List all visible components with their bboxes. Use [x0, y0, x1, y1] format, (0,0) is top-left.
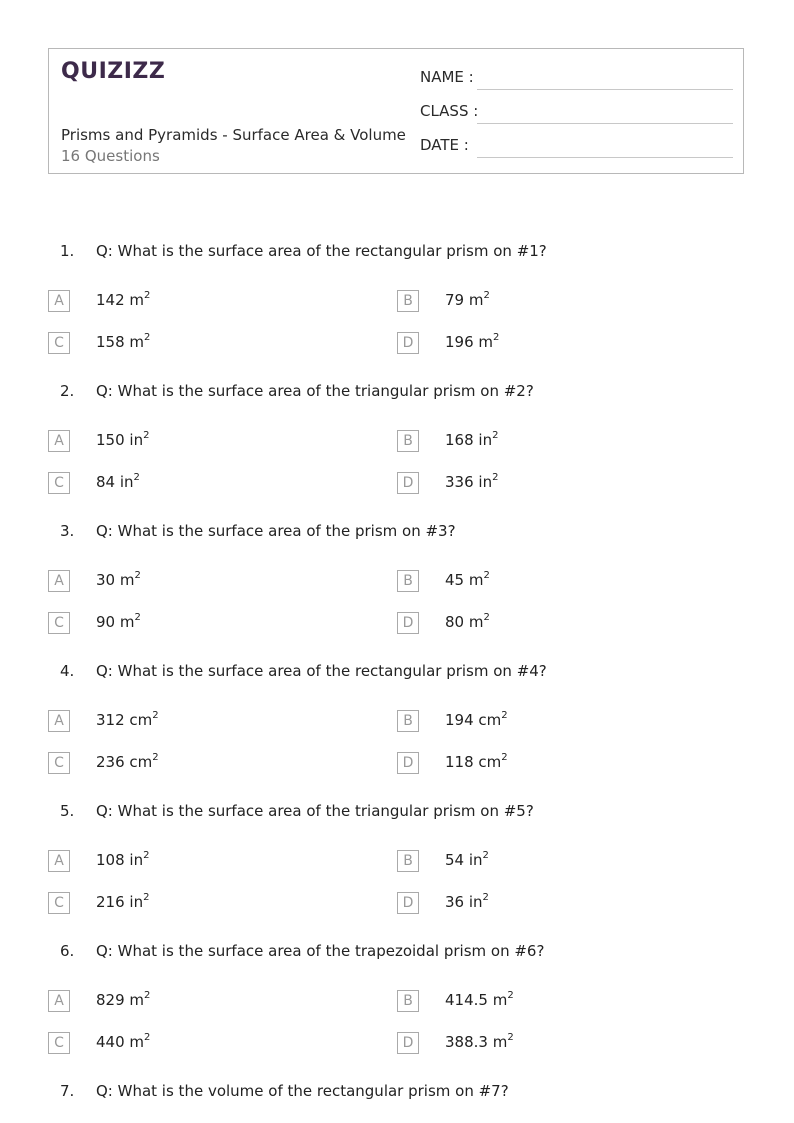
question-number: 6.	[60, 942, 75, 960]
question-text: Q: What is the surface area of the triangular prism on #2?	[96, 382, 534, 400]
quizizz-logo: QUIZIZZ	[61, 59, 166, 84]
class-label: CLASS :	[420, 102, 479, 120]
question-count: 16 Questions	[61, 147, 160, 165]
option-a-text: 108 $in^2$	[96, 850, 150, 869]
option-d-text: 36 $in^2$	[445, 892, 489, 911]
option-b-text: 194 $cm^2$	[445, 710, 508, 729]
option-a-box[interactable]: A	[48, 710, 70, 732]
option-c-box[interactable]: C	[48, 612, 70, 634]
option-c-box[interactable]: C	[48, 332, 70, 354]
option-b-box[interactable]: B	[397, 850, 419, 872]
option-b-box[interactable]: B	[397, 990, 419, 1012]
worksheet-title: Prisms and Pyramids - Surface Area & Volume	[61, 126, 406, 144]
option-b-box[interactable]: B	[397, 290, 419, 312]
option-c-text: 216 $in^2$	[96, 892, 150, 911]
option-b-text: 414.5 $m^2$	[445, 990, 514, 1009]
option-d-box[interactable]: D	[397, 472, 419, 494]
option-a-box[interactable]: A	[48, 570, 70, 592]
option-a-text: 142 $m^2$	[96, 290, 151, 309]
question-number: 2.	[60, 382, 75, 400]
option-c-box[interactable]: C	[48, 472, 70, 494]
option-a-text: 150 $in^2$	[96, 430, 150, 449]
option-a-text: 312 $cm^2$	[96, 710, 159, 729]
date-label: DATE :	[420, 136, 469, 154]
class-field[interactable]	[477, 123, 733, 124]
option-b-box[interactable]: B	[397, 570, 419, 592]
option-a-box[interactable]: A	[48, 990, 70, 1012]
option-d-box[interactable]: D	[397, 612, 419, 634]
option-c-box[interactable]: C	[48, 1032, 70, 1054]
option-b-box[interactable]: B	[397, 710, 419, 732]
question-number: 1.	[60, 242, 75, 260]
question-number: 7.	[60, 1082, 75, 1100]
option-b-text: 168 $in^2$	[445, 430, 499, 449]
name-field[interactable]	[477, 89, 733, 90]
option-d-text: 118 $cm^2$	[445, 752, 508, 771]
option-c-text: 440 $m^2$	[96, 1032, 151, 1051]
question-text: Q: What is the surface area of the rectangular prism on #4?	[96, 662, 547, 680]
date-field[interactable]	[477, 157, 733, 158]
name-label: NAME :	[420, 68, 474, 86]
option-d-text: 336 $in^2$	[445, 472, 499, 491]
option-b-box[interactable]: B	[397, 430, 419, 452]
option-b-text: 79 $m^2$	[445, 290, 490, 309]
question-text: Q: What is the surface area of the trapezoidal prism on #6?	[96, 942, 545, 960]
option-a-box[interactable]: A	[48, 290, 70, 312]
option-c-text: 84 $in^2$	[96, 472, 140, 491]
option-c-box[interactable]: C	[48, 892, 70, 914]
option-d-text: 388.3 $m^2$	[445, 1032, 514, 1051]
option-a-box[interactable]: A	[48, 430, 70, 452]
option-d-box[interactable]: D	[397, 1032, 419, 1054]
option-d-box[interactable]: D	[397, 892, 419, 914]
option-d-text: 80 $m^2$	[445, 612, 490, 631]
question-text: Q: What is the volume of the rectangular prism on #7?	[96, 1082, 509, 1100]
option-c-text: 236 $cm^2$	[96, 752, 159, 771]
question-number: 4.	[60, 662, 75, 680]
question-number: 5.	[60, 802, 75, 820]
option-b-text: 54 $in^2$	[445, 850, 489, 869]
worksheet-header	[48, 48, 744, 174]
question-text: Q: What is the surface area of the prism on #3?	[96, 522, 456, 540]
question-text: Q: What is the surface area of the triangular prism on #5?	[96, 802, 534, 820]
option-d-box[interactable]: D	[397, 752, 419, 774]
option-c-text: 158 $m^2$	[96, 332, 151, 351]
option-a-box[interactable]: A	[48, 850, 70, 872]
option-a-text: 30 $m^2$	[96, 570, 141, 589]
option-a-text: 829 $m^2$	[96, 990, 151, 1009]
option-b-text: 45 $m^2$	[445, 570, 490, 589]
option-c-text: 90 $m^2$	[96, 612, 141, 631]
question-number: 3.	[60, 522, 75, 540]
question-text: Q: What is the surface area of the rectangular prism on #1?	[96, 242, 547, 260]
option-d-text: 196 $m^2$	[445, 332, 500, 351]
option-c-box[interactable]: C	[48, 752, 70, 774]
option-d-box[interactable]: D	[397, 332, 419, 354]
